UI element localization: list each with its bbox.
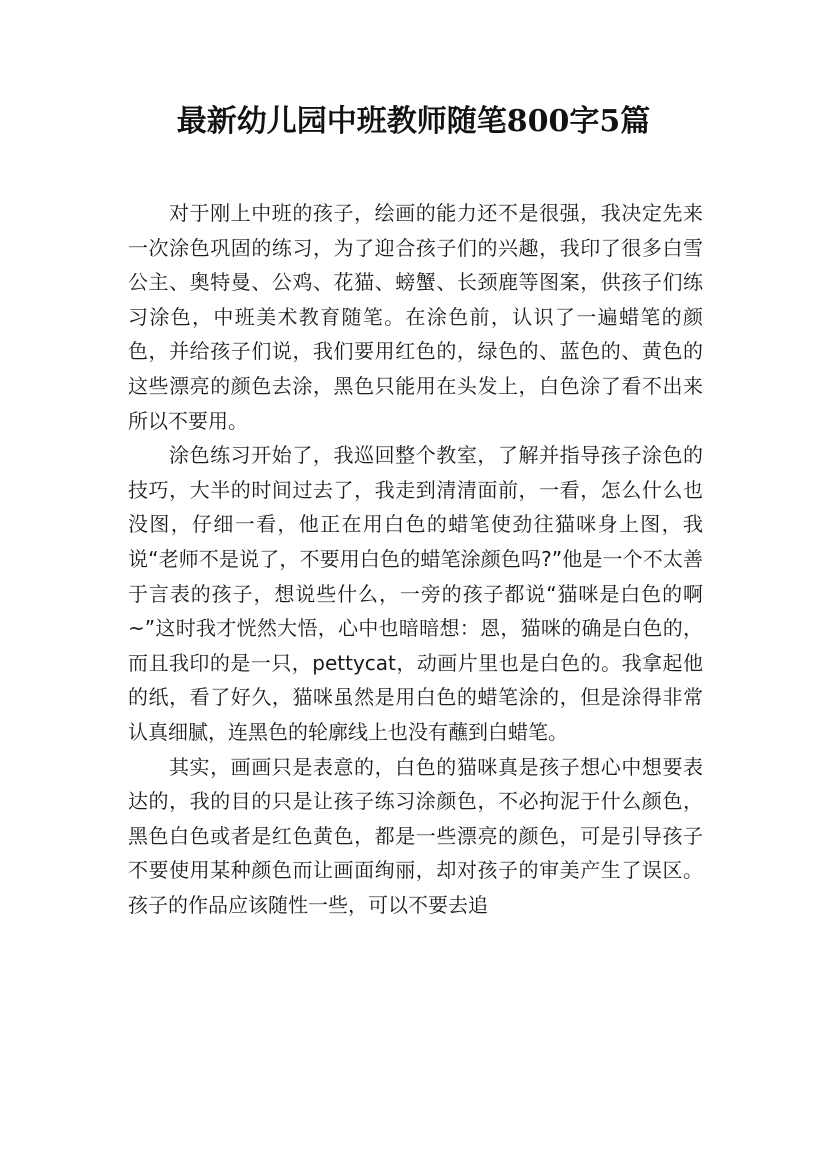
paragraph-3: 其实，画画只是表意的，白色的猫咪真是孩子想心中想要表达的，我的目的只是让孩子练习涂颜色，不必拘泥于什么颜色，黑色白色或者是红色黄色，都是一些漂亮的颜色，可是引导孩子不要使用某种颜色而让画面绚丽，却对孩子的审美产生了误区。孩子的作品应该随性一些，可以不要去追 <box>128 754 703 917</box>
paragraph-2: 涂色练习开始了，我巡回整个教室，了解并指导孩子涂色的技巧，大半的时间过去了，我走到清清面前，一看，怎么什么也没图，仔细一看，他正在用白色的蜡笔使劲往猫咪身上图，我说“老师不是说了，不要用白色的蜡笔涂颜色吗?”他是一个不太善于言表的孩子，想说些什么，一旁的孩子都说“猫咪是白色的啊~”这时我才恍然大悟，心中也暗暗想：恩，猫咪的确是白色的，而且我印的是一只，pettycat，动画片里也是白色的。我拿起他的纸，看了好久，猫咪虽然是用白色的蜡笔涂的，但是涂得非常认真细腻，连黑色的轮廓线上也没有蘸到白蜡笔。 <box>128 443 703 744</box>
document-title: 最新幼儿园中班教师随笔800字5篇 <box>176 104 651 139</box>
paragraph-1: 对于刚上中班的孩子，绘画的能力还不是很强，我决定先来一次涂色巩固的练习，为了迎合孩子们的兴趣，我印了很多白雪公主、奥特曼、公鸡、花猫、螃蟹、长颈鹿等图案，供孩子们练习涂色，中班美术教育随笔。在涂色前，认识了一遍蜡笔的颜色，并给孩子们说，我们要用红色的，绿色的、蓝色的、黄色的这些漂亮的颜色去涂，黑色只能用在头发上，白色涂了看不出来所以不要用。 <box>128 201 703 433</box>
document-body <box>128 196 703 922</box>
